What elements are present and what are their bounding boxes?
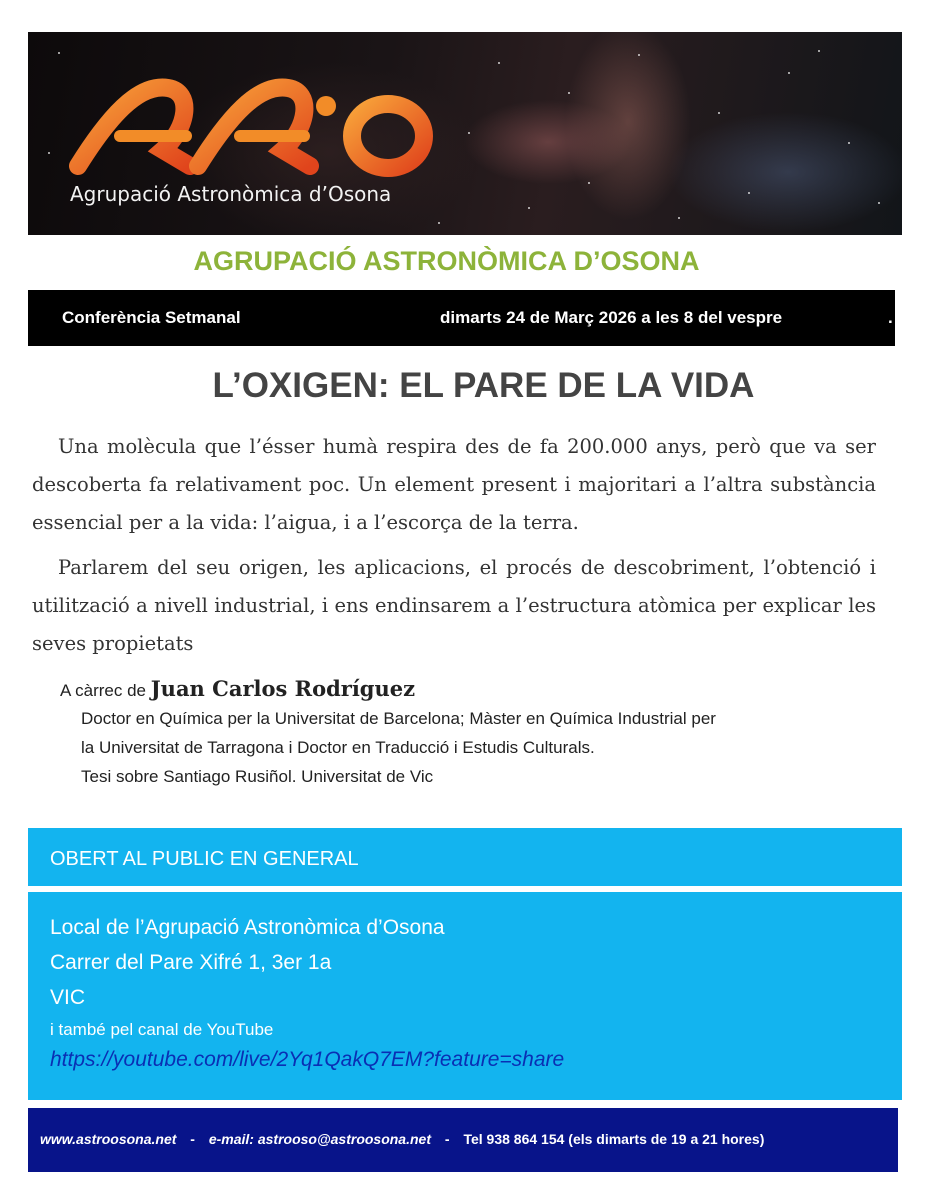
- talk-description: [32, 428, 876, 663]
- speaker-name: Juan Carlos Rodríguez: [150, 676, 416, 701]
- location-address: [50, 910, 445, 1015]
- footer-separator: -: [190, 1131, 195, 1147]
- speaker-bio: [81, 704, 900, 791]
- event-date: dimarts 24 de Març 2026 a les 8 del vespre: [440, 308, 783, 327]
- talk-title: L’OXIGEN: EL PARE DE LA VIDA: [212, 366, 755, 405]
- header-banner: [28, 32, 902, 235]
- event-bar: [28, 290, 895, 346]
- banner-caption: Agrupació Astronòmica d’Osona: [70, 182, 392, 206]
- open-notice-box: [28, 828, 902, 886]
- open-notice: OBERT AL PUBLIC EN GENERAL: [50, 848, 359, 870]
- address-line: Carrer del Pare Xifré 1, 3er 1a: [50, 951, 332, 974]
- phone-info: Tel 938 864 154 (els dimarts de 19 a 21 hores): [463, 1131, 765, 1147]
- email-link[interactable]: astrooso@astroosona.net: [257, 1131, 431, 1147]
- organization-name: AGRUPACIÓ ASTRONÒMICA D’OSONA: [193, 246, 700, 276]
- speaker-bio-line: Doctor en Química per la Universitat de Barcelona; Màster en Química Industrial per: [81, 709, 716, 728]
- event-type: Conferència Setmanal: [62, 308, 241, 327]
- footer-separator: -: [444, 1131, 450, 1147]
- speaker-bio-line: Tesi sobre Santiago Rusiñol. Universitat de Vic: [81, 767, 434, 786]
- email-label: e-mail:: [208, 1131, 254, 1147]
- location-box: [28, 892, 902, 1100]
- youtube-link[interactable]: https://youtube.com/live/2Yq1QakQ7EM?feature=share: [50, 1048, 565, 1071]
- address-line: Local de l’Agrupació Astronòmica d’Osona: [50, 916, 445, 939]
- speaker-section: [60, 676, 900, 791]
- youtube-label: i també pel canal de YouTube: [50, 1020, 274, 1039]
- description-paragraph: Una molècula que l’ésser humà respira des de fa 200.000 anys, però que va ser descoberta fa relativament poc. Un element present i majoritari a l’altra substància essencial per a la vida: l’aigua, i a l’escorça de la terra.: [32, 435, 876, 534]
- aao-logo-icon: [68, 58, 438, 198]
- address-line: VIC: [50, 986, 86, 1009]
- footer-contact-bar: [28, 1108, 898, 1172]
- speaker-prefix: A càrrec de: [60, 681, 146, 700]
- speaker-line: [60, 676, 900, 701]
- website-link[interactable]: www.astroosona.net: [40, 1131, 177, 1147]
- event-bar-trailing: .: [888, 308, 893, 327]
- description-paragraph: Parlarem del seu origen, les aplicacions, el procés de descobriment, l’obtenció i utilització a nivell industrial, i ens endinsarem a l’estructura atòmica per explicar les seves propietats: [32, 556, 876, 655]
- speaker-bio-line: la Universitat de Tarragona i Doctor en Traducció i Estudis Culturals.: [81, 738, 595, 757]
